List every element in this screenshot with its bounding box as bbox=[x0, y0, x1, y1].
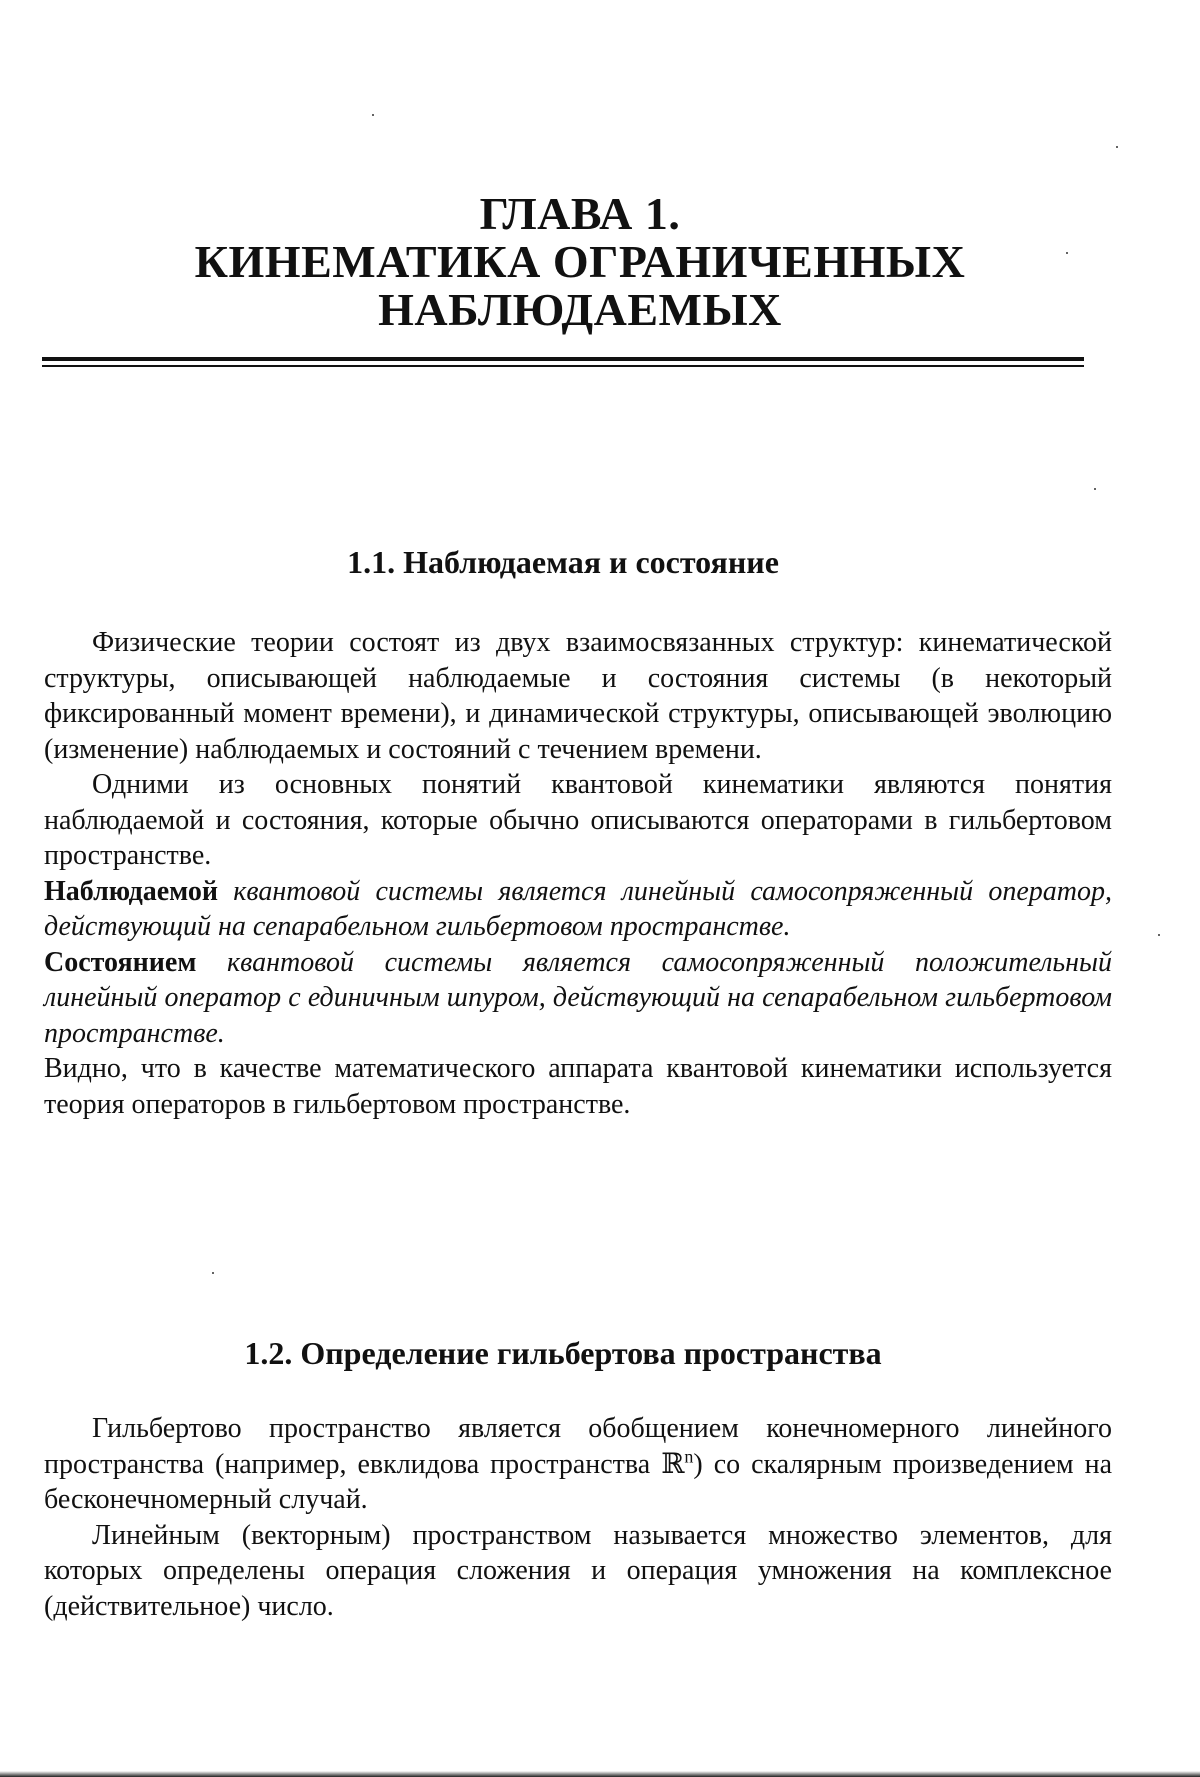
definition-state bbox=[44, 945, 1112, 1052]
definition-observable bbox=[44, 874, 1112, 945]
definition-observable-text: квантовой системы является линейный самосопряженный оператор, действующий на сепарабельном гильбертовом пространстве. bbox=[44, 875, 1113, 942]
section-2-paragraph-1 bbox=[44, 1411, 1112, 1518]
definition-observable-term: Наблюдаемой bbox=[44, 875, 219, 907]
section-2-paragraph-1-end: ) со скалярным произведением на бесконечномерный случай. bbox=[44, 1448, 1113, 1515]
definition-state-text: квантовой системы является самосопряженный положительный линейный оператор с единичным шпуром, действующий на сепарабельном гильбертовом пространстве. bbox=[44, 946, 1113, 1049]
chapter-title-line-1: КИНЕМАТИКА ОГРАНИЧЕННЫХ bbox=[194, 236, 966, 287]
section-1-body bbox=[44, 625, 1112, 1122]
chapter-rule-thick bbox=[42, 357, 1084, 361]
definition-state-term: Состоянием bbox=[44, 946, 197, 978]
scan-speck bbox=[1116, 146, 1118, 148]
scan-speck bbox=[1094, 488, 1096, 490]
section-2-paragraph-2: Линейным (векторным) пространством называется множество элементов, для которых определены операция сложения и операция умножения на комплексное (действительное) число. bbox=[44, 1519, 1112, 1622]
scan-speck bbox=[1158, 934, 1160, 936]
chapter-number: ГЛАВА 1. bbox=[479, 188, 681, 239]
chapter-title-line-2: НАБЛЮДАЕМЫХ bbox=[378, 284, 782, 335]
scan-speck bbox=[212, 1272, 214, 1274]
chapter-rule-thin bbox=[42, 365, 1084, 367]
section-1-paragraph-2: Одними из основных понятий квантовой кинематики являются понятия наблюдаемой и состояния, которые обычно описываются операторами в гильбертовом пространстве. bbox=[44, 769, 1112, 871]
section-1-paragraph-1: Физические теории состоят из двух взаимосвязанных структур: кинематической структуры, описывающей наблюдаемые и состояния системы (в некоторый фиксированный момент времени), и динамической структуры, описывающей эволюцию (изменение) наблюдаемых и состояний с течением времени. bbox=[44, 627, 1112, 765]
section-1-paragraph-3: Видно, что в качестве математического аппарата квантовой кинематики используется теория операторов в гильбертовом пространстве. bbox=[44, 1053, 1112, 1120]
scan-bottom-edge bbox=[0, 1771, 1200, 1777]
section-1-heading: 1.1. Наблюдаемая и состояние bbox=[347, 544, 779, 580]
section-2-body bbox=[44, 1411, 1112, 1624]
scan-speck bbox=[1066, 252, 1068, 254]
chapter-title bbox=[80, 190, 1080, 334]
section-2-paragraph-1-start: Гильбертово пространство является обобщением конечномерного линейного пространства (например, евклидова пространства ℝ bbox=[44, 1413, 1112, 1480]
dimension-superscript: n bbox=[684, 1446, 694, 1467]
section-2-heading: 1.2. Определение гильбертова пространства bbox=[244, 1335, 882, 1371]
scan-speck bbox=[372, 114, 374, 116]
